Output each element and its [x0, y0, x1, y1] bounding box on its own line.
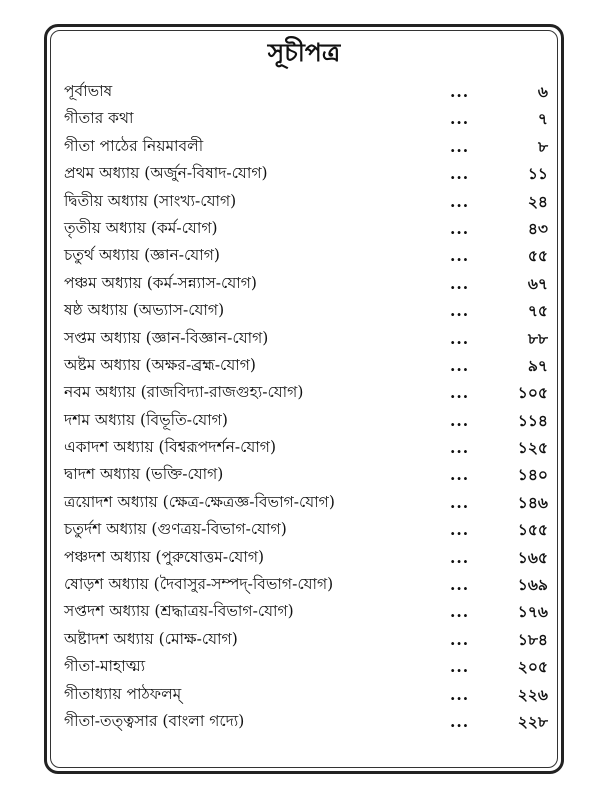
toc-page-number: ১৫৫ [517, 520, 548, 540]
toc-page-number: ১৮৪ [517, 629, 548, 649]
toc-page-number: ৮ [537, 136, 548, 156]
toc-entry [64, 242, 548, 269]
toc-page-number: ১৭৬ [517, 602, 548, 622]
toc-page-number: ১৪৬ [517, 492, 548, 512]
toc-entry-label: অষ্টম অধ্যায় (অক্ষর-ব্রহ্ম-যোগ) [64, 355, 256, 374]
toc-page-number: ২০৫ [517, 657, 548, 677]
toc-entry-label: ষষ্ঠ অধ্যায় (অভ্যাস-যোগ) [64, 301, 225, 320]
toc-leader-dots: ... [450, 109, 470, 129]
toc-leader-dots: ... [450, 575, 470, 595]
toc-entry [64, 160, 548, 187]
toc-entry-label: পঞ্চম অধ্যায় (কর্ম-সন্ন্যাস-যোগ) [64, 273, 257, 292]
toc-entry [64, 325, 548, 352]
toc-page-number: ৭৫ [527, 301, 548, 321]
toc-page-number: ৯৭ [527, 355, 548, 375]
toc-entry-label: চতুর্দশ অধ্যায় (গুণত্রয়-বিভাগ-যোগ) [64, 520, 287, 539]
toc-entry-label: গীতা পাঠের নিয়মাবলী [64, 136, 204, 155]
toc-entry [64, 544, 548, 571]
toc-entry-label: তৃতীয় অধ্যায় (কর্ম-যোগ) [64, 218, 218, 237]
toc-page-number: ২৪ [527, 191, 548, 211]
toc-leader-dots: ... [450, 492, 470, 512]
toc-leader-dots: ... [450, 164, 470, 184]
toc-leader-dots: ... [450, 520, 470, 540]
toc-entry-label: দ্বিতীয় অধ্যায় (সাংখ্য-যোগ) [64, 191, 237, 210]
toc-leader-dots: ... [450, 684, 470, 704]
toc-leader-dots: ... [450, 465, 470, 485]
toc-page-number: ১৬৫ [517, 547, 548, 567]
toc-leader-dots: ... [450, 246, 470, 266]
toc-page-number: ৪৩ [527, 218, 548, 238]
toc-entry-label: গীতার কথা [64, 109, 134, 128]
toc-leader-dots: ... [450, 355, 470, 375]
toc-leader-dots: ... [450, 328, 470, 348]
toc-entry [64, 188, 548, 215]
toc-entry [64, 297, 548, 324]
toc-entry [64, 653, 548, 680]
toc-entry [64, 516, 548, 543]
toc-page-number: ১১৪ [517, 410, 548, 430]
toc-leader-dots: ... [450, 191, 470, 211]
toc-entry [64, 215, 548, 242]
toc-page-number: ২২৮ [517, 711, 548, 731]
toc-leader-dots: ... [450, 602, 470, 622]
toc-leader-dots: ... [450, 273, 470, 293]
toc-entry-label: সপ্তদশ অধ্যায় (শ্রদ্ধাত্রয়-বিভাগ-যোগ) [64, 602, 294, 621]
toc-entry-label: গীতা-মাহাত্ম্য [64, 657, 146, 676]
toc-entry [64, 489, 548, 516]
toc-entry [64, 270, 548, 297]
toc-entry-label: গীতাধ্যায় পাঠফলম্ [64, 684, 182, 703]
toc-leader-dots: ... [450, 383, 470, 403]
toc-entry [64, 78, 548, 105]
toc-entry-label: প্রথম অধ্যায় (অর্জুন-বিষাদ-যোগ) [64, 164, 268, 183]
toc-page-number: ৮৮ [527, 328, 548, 348]
toc-leader-dots: ... [450, 218, 470, 238]
toc-entry-label: দশম অধ্যায় (বিভূতি-যোগ) [64, 410, 228, 429]
toc-page-number: ৫৫ [527, 246, 548, 266]
toc-entry-label: ত্রয়োদশ অধ্যায় (ক্ষেত্র-ক্ষেত্রজ্ঞ-বিভাগ-যোগ) [64, 492, 335, 511]
toc-leader-dots: ... [450, 657, 470, 677]
toc-entry-label: পঞ্চদশ অধ্যায় (পুরুষোত্তম-যোগ) [64, 547, 265, 566]
toc-entry-label: অষ্টাদশ অধ্যায় (মোক্ষ-যোগ) [64, 629, 238, 648]
page-title: সূচীপত্র [267, 38, 341, 67]
toc-entry [64, 461, 548, 488]
toc-entry-label: চতুর্থ অধ্যায় (জ্ঞান-যোগ) [64, 246, 220, 265]
toc-entry [64, 379, 548, 406]
toc-page-number: ১১ [527, 164, 548, 184]
toc-leader-dots: ... [450, 136, 470, 156]
toc-entry-label: ষোড়শ অধ্যায় (দৈবাসুর-সম্পদ্-বিভাগ-যোগ) [64, 575, 334, 594]
toc-entry [64, 626, 548, 653]
toc-entry [64, 571, 548, 598]
toc-leader-dots: ... [450, 82, 470, 101]
toc-entry [64, 434, 548, 461]
toc-leader-dots: ... [450, 547, 470, 567]
table-of-contents [64, 78, 548, 735]
toc-page-number: ৬ [537, 82, 548, 101]
toc-entry [64, 133, 548, 160]
toc-page-number: ১০৫ [517, 383, 548, 403]
toc-entry-label: সপ্তম অধ্যায় (জ্ঞান-বিজ্ঞান-যোগ) [64, 328, 269, 347]
toc-page-number: ২২৬ [517, 684, 548, 704]
toc-leader-dots: ... [450, 711, 470, 731]
toc-page-number: ১৬৯ [517, 575, 548, 595]
toc-entry-label: দ্বাদশ অধ্যায় (ভক্তি-যোগ) [64, 465, 224, 484]
toc-entry-label: গীতা-তত্ত্বসার (বাংলা গদ্যে) [64, 711, 245, 730]
toc-entry [64, 105, 548, 132]
toc-leader-dots: ... [450, 438, 470, 458]
toc-entry [64, 598, 548, 625]
toc-entry [64, 352, 548, 379]
toc-leader-dots: ... [450, 301, 470, 321]
toc-page-number: ১২৫ [517, 438, 548, 458]
toc-entry-label: নবম অধ্যায় (রাজবিদ্যা-রাজগুহ্য-যোগ) [64, 383, 304, 402]
toc-leader-dots: ... [450, 410, 470, 430]
toc-entry [64, 708, 548, 735]
toc-page-number: ৬৭ [527, 273, 548, 293]
toc-entry-label: একাদশ অধ্যায় (বিশ্বরূপদর্শন-যোগ) [64, 438, 277, 457]
toc-entry-label: পূর্বাভাষ [64, 82, 113, 100]
toc-entry [64, 681, 548, 708]
toc-page-number: ১৪০ [517, 465, 548, 485]
toc-leader-dots: ... [450, 629, 470, 649]
toc-entry [64, 407, 548, 434]
toc-page-number: ৭ [537, 109, 548, 129]
